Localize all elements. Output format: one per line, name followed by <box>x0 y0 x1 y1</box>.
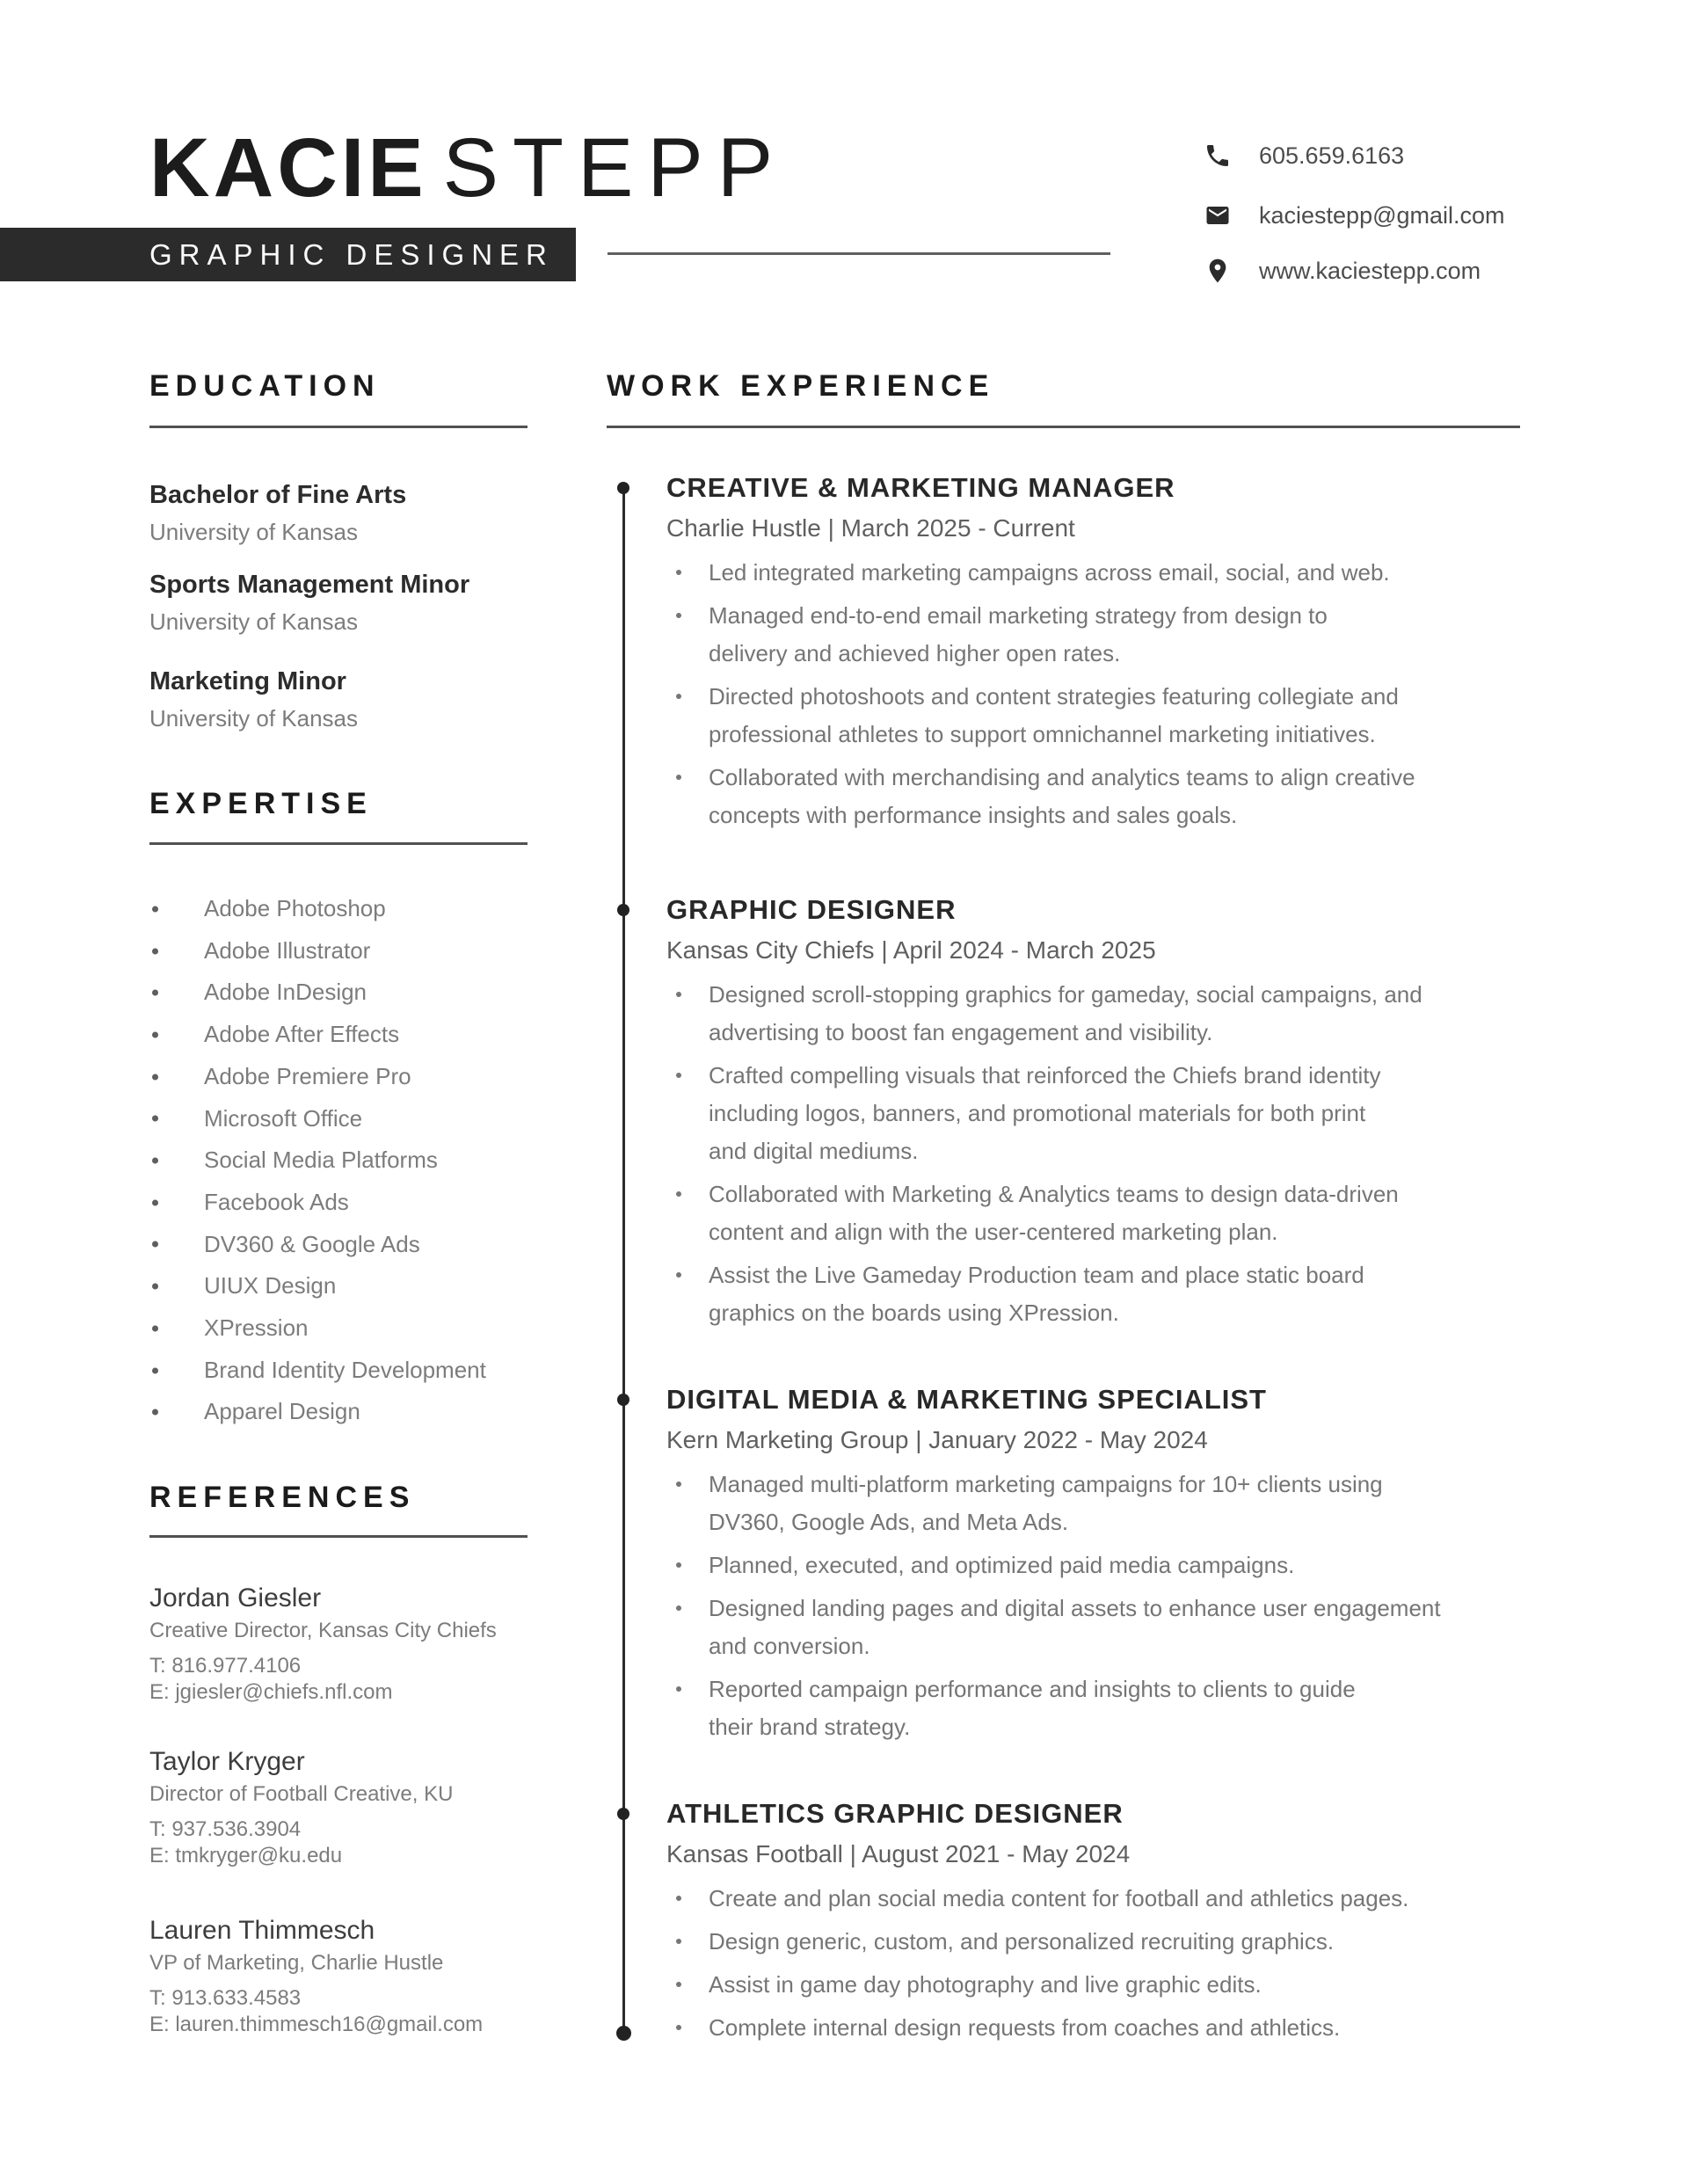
bullet-line: Led integrated marketing campaigns across email, social, and web. <box>709 559 1390 586</box>
education-section-title: EDUCATION <box>149 369 381 403</box>
job-bullet <box>666 976 1422 1052</box>
education-entry <box>149 567 469 639</box>
job-bullet <box>666 1671 1441 1746</box>
reference-email: E: tmkryger@ku.edu <box>149 1844 343 1867</box>
bullet-line: Planned, executed, and optimized paid media campaigns. <box>709 1552 1295 1578</box>
bullet-line: Design generic, custom, and personalized recruiting graphics. <box>709 1928 1335 1955</box>
timeline-dot <box>617 1808 629 1820</box>
email-address: kaciestepp@gmail.com <box>1259 201 1505 229</box>
job-company-dates: Charlie Hustle | March 2025 - Current <box>666 514 1075 542</box>
school-name: University of Kansas <box>149 519 358 545</box>
bullet-line: their brand strategy. <box>709 1714 911 1740</box>
bullet-line: DV360, Google Ads, and Meta Ads. <box>709 1509 1069 1535</box>
reference-entry <box>149 1746 453 1869</box>
bullet-line: including logos, banners, and promotional materials for both print <box>709 1100 1366 1126</box>
school-name: University of Kansas <box>149 608 358 635</box>
contact-website-row <box>1203 253 1481 288</box>
job-bullet-list <box>666 554 1415 834</box>
reference-name: Jordan Giesler <box>149 1583 322 1613</box>
job-bullet <box>666 759 1415 834</box>
job-bullet <box>666 597 1415 673</box>
reference-phone: T: 816.977.4106 <box>149 1654 302 1678</box>
timeline-dot <box>617 482 629 494</box>
expertise-underline <box>149 842 528 845</box>
bullet-line: Directed photoshoots and content strategies featuring collegiate and <box>709 683 1399 710</box>
job-title: GRAPHIC DESIGNER <box>666 894 957 925</box>
list-item: Adobe After Effects <box>149 1014 486 1056</box>
education-entry <box>149 664 358 736</box>
job-bullet <box>666 1880 1408 1918</box>
reference-entry <box>149 1915 483 2038</box>
job-bullet <box>666 1923 1408 1961</box>
timeline-dot <box>617 904 629 916</box>
location-icon <box>1203 257 1233 285</box>
list-item: UIUX Design <box>149 1265 486 1307</box>
bullet-line: Assist the Live Gameday Production team and place static board <box>709 1262 1364 1288</box>
bullet-line: delivery and achieved higher open rates. <box>709 640 1121 666</box>
job-bullet-list <box>666 1880 1408 2047</box>
job-company-dates: Kansas Football | August 2021 - May 2024 <box>666 1840 1131 1867</box>
role-banner-label: GRAPHIC DESIGNER <box>149 238 554 271</box>
job-bullet <box>666 1547 1441 1584</box>
bullet-line: Create and plan social media content for football and athletics pages. <box>709 1885 1409 1911</box>
job-entry <box>666 892 1422 1337</box>
work-section-title: WORK EXPERIENCE <box>607 369 995 403</box>
timeline-dot <box>617 1394 629 1406</box>
bullet-line: and digital mediums. <box>709 1138 919 1164</box>
reference-entry <box>149 1583 497 1706</box>
list-item: XPression <box>149 1307 486 1350</box>
bullet-line: professional athletes to support omnichannel marketing initiatives. <box>709 721 1376 747</box>
job-bullet <box>666 1590 1441 1665</box>
list-item: Adobe Illustrator <box>149 930 486 972</box>
list-item: Social Media Platforms <box>149 1139 486 1182</box>
bullet-line: Collaborated with Marketing & Analytics teams to design data-driven <box>709 1181 1399 1207</box>
page-title <box>149 121 788 227</box>
bullet-line: Assist in game day photography and live graphic edits. <box>709 1971 1262 1998</box>
bullet-line: Managed end-to-end email marketing strategy from design to <box>709 602 1328 629</box>
role-banner <box>0 228 576 281</box>
bullet-line: Complete internal design requests from coaches and athletics. <box>709 2014 1341 2041</box>
bullet-line: Collaborated with merchandising and analytics teams to align creative <box>709 764 1415 790</box>
job-entry <box>666 1796 1408 2052</box>
job-title: ATHLETICS GRAPHIC DESIGNER <box>666 1798 1124 1829</box>
work-underline <box>607 426 1520 428</box>
bullet-line: content and align with the user-centered marketing plan. <box>709 1219 1278 1245</box>
reference-phone: T: 913.633.4583 <box>149 1986 302 2010</box>
bullet-line: and conversion. <box>709 1633 870 1659</box>
list-item: Facebook Ads <box>149 1182 486 1224</box>
list-item: Adobe InDesign <box>149 972 486 1014</box>
phone-number: 605.659.6163 <box>1259 142 1405 169</box>
list-item: Apparel Design <box>149 1391 486 1433</box>
job-bullet-list <box>666 976 1422 1332</box>
job-company-dates: Kern Marketing Group | January 2022 - May 2024 <box>666 1426 1208 1453</box>
job-company-dates: Kansas City Chiefs | April 2024 - March 2025 <box>666 936 1156 964</box>
website-url: www.kaciestepp.com <box>1259 257 1481 284</box>
reference-phone: T: 937.536.3904 <box>149 1817 302 1841</box>
expertise-section-title: EXPERTISE <box>149 787 373 820</box>
contact-phone-row <box>1203 138 1404 173</box>
job-bullet <box>666 1176 1422 1251</box>
reference-email: E: jgiesler@chiefs.nfl.com <box>149 1680 393 1704</box>
job-bullet <box>666 2009 1408 2047</box>
list-item: Microsoft Office <box>149 1098 486 1140</box>
job-title: CREATIVE & MARKETING MANAGER <box>666 472 1175 503</box>
bullet-line: Crafted compelling visuals that reinforced the Chiefs brand identity <box>709 1062 1381 1088</box>
list-item: Adobe Photoshop <box>149 888 486 930</box>
list-item: DV360 & Google Ads <box>149 1224 486 1266</box>
school-name: University of Kansas <box>149 705 358 732</box>
list-item: Brand Identity Development <box>149 1350 486 1392</box>
reference-role: Director of Football Creative, KU <box>149 1782 454 1806</box>
last-name: STEPP <box>442 121 788 215</box>
job-bullet <box>666 1966 1408 2004</box>
references-section-title: REFERENCES <box>149 1481 416 1514</box>
header-divider <box>608 252 1110 255</box>
degree-name: Bachelor of Fine Arts <box>149 481 407 509</box>
job-bullet <box>666 1256 1422 1332</box>
contact-email-row <box>1203 198 1505 233</box>
job-bullet <box>666 1057 1422 1170</box>
references-underline <box>149 1535 528 1538</box>
job-title: DIGITAL MEDIA & MARKETING SPECIALIST <box>666 1384 1267 1415</box>
job-bullet <box>666 678 1415 753</box>
education-entry <box>149 477 406 550</box>
job-bullet-list <box>666 1466 1441 1746</box>
email-icon <box>1203 202 1233 229</box>
expertise-list <box>149 888 486 1433</box>
job-bullet <box>666 554 1415 592</box>
reference-name: Lauren Thimmesch <box>149 1916 375 1945</box>
phone-icon <box>1203 142 1233 170</box>
bullet-line: advertising to boost fan engagement and visibility. <box>709 1019 1213 1045</box>
reference-email: E: lauren.thimmesch16@gmail.com <box>149 2013 484 2036</box>
reference-role: Creative Director, Kansas City Chiefs <box>149 1619 497 1642</box>
bullet-line: Managed multi-platform marketing campaigns for 10+ clients using <box>709 1471 1383 1497</box>
job-entry <box>666 470 1415 840</box>
timeline-end-dot <box>616 2026 631 2041</box>
bullet-line: concepts with performance insights and sales goals. <box>709 802 1238 828</box>
bullet-line: Designed scroll-stopping graphics for gameday, social campaigns, and <box>709 981 1422 1008</box>
education-underline <box>149 426 528 428</box>
bullet-line: graphics on the boards using XPression. <box>709 1299 1119 1326</box>
reference-name: Taylor Kryger <box>149 1747 305 1776</box>
timeline-line <box>622 488 625 2033</box>
list-item: Adobe Premiere Pro <box>149 1056 486 1098</box>
bullet-line: Designed landing pages and digital assets to enhance user engagement <box>709 1595 1441 1621</box>
degree-name: Marketing Minor <box>149 667 346 695</box>
first-name: KACIE <box>149 121 427 215</box>
job-bullet <box>666 1466 1441 1541</box>
bullet-line: Reported campaign performance and insights to clients to guide <box>709 1676 1356 1702</box>
reference-role: VP of Marketing, Charlie Hustle <box>149 1951 444 1975</box>
job-entry <box>666 1382 1441 1751</box>
degree-name: Sports Management Minor <box>149 571 470 599</box>
